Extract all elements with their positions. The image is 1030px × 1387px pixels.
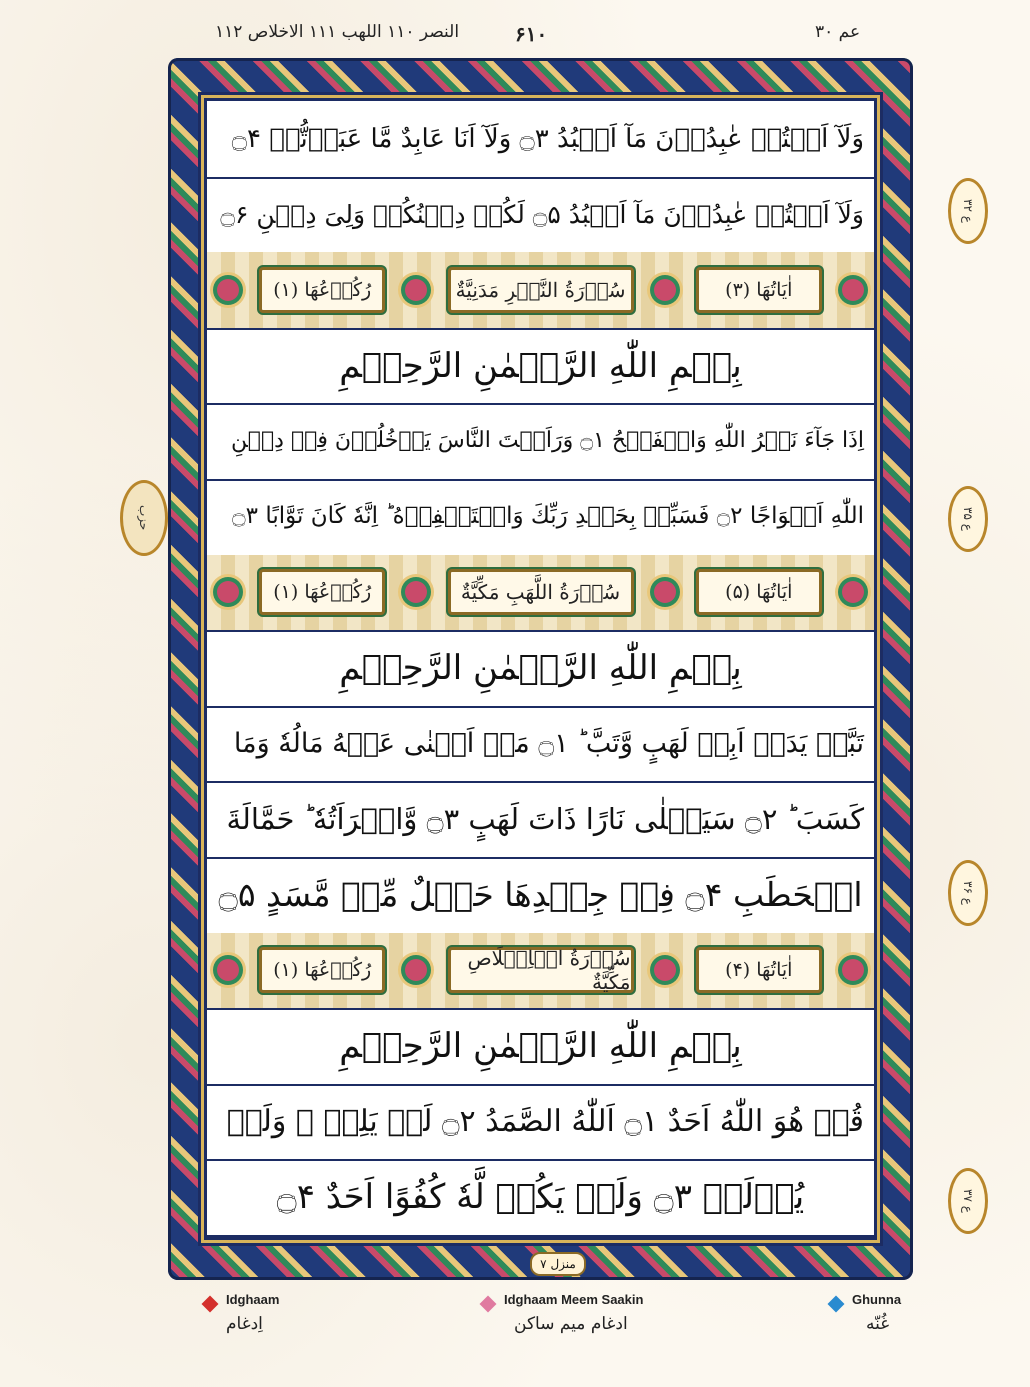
ayat-count: اٰيَاتُهَا (۳): [696, 267, 822, 313]
ruku-marker: ع ۳۷: [948, 1168, 988, 1234]
surah-header-band: [207, 933, 874, 1011]
centered-verse-line: [207, 1008, 874, 1086]
text-panel: [204, 98, 877, 1240]
verse-text: الۡحَطَبِ ۝۴ فِىۡ جِيۡدِهَا حَبۡلٌ مِّنۡ مَّسَدٍ ۝۵: [218, 875, 863, 915]
ruku-count: رُكُوۡعُهَا (۱): [259, 267, 385, 313]
legend-label-en: Idghaam Meem Saakin: [504, 1292, 644, 1307]
hizb-marker: حزب: [120, 480, 168, 556]
ornament-icon: [842, 959, 864, 981]
ornament-icon: [654, 581, 676, 603]
ornament-icon: [217, 959, 239, 981]
verse-line: [207, 101, 874, 179]
verse-text: بِسۡمِ اللّٰهِ الرَّحۡمٰنِ الرَّحِيۡمِ: [339, 345, 742, 386]
verse-line: [207, 479, 874, 557]
legend-label-en: Idghaam: [226, 1292, 280, 1307]
ruku-count: رُكُوۡعُهَا (۱): [259, 569, 385, 615]
ruku-marker: ع ۳۲: [948, 178, 988, 244]
ruku-count: رُكُوۡعُهَا (۱): [259, 947, 385, 993]
ornament-icon: [842, 581, 864, 603]
surah-index-header: النصر ۱۱۰ اللهب ۱۱۱ الاخلاص ۱۱۲: [215, 22, 460, 42]
ornamental-frame: [168, 58, 913, 1280]
ornament-icon: [842, 279, 864, 301]
verse-text: اِذَا جَآءَ نَصۡرُ اللّٰهِ وَالۡفَتۡحُ ۝۱ وَرَاَيۡتَ النَّاسَ يَدۡخُلُوۡنَ فِىۡ دِيۡنِ: [231, 428, 864, 454]
page-number: ۶۱۰: [515, 22, 548, 46]
verse-line: [207, 177, 874, 255]
centered-verse-line: [207, 857, 874, 935]
ayat-count: اٰيَاتُهَا (۵): [696, 569, 822, 615]
ruku-marker: ع ۳۶: [948, 860, 988, 926]
verse-line: [207, 706, 874, 784]
surah-title: سُوۡرَةُ النَّصۡرِ مَدَنِيَّةٌ: [448, 267, 634, 313]
centered-verse-line: [207, 328, 874, 406]
verse-line: [207, 1084, 874, 1162]
ornament-icon: [405, 581, 427, 603]
verse-text: وَلَآ اَنۡتُمۡ عٰبِدُوۡنَ مَآ اَعۡبُدُ ۝۳ وَلَآ اَنَا عَابِدٌ مَّا عَبَدۡتُّمۡ ۝۴: [231, 123, 864, 154]
ayat-count: اٰيَاتُهَا (۴): [696, 947, 822, 993]
ruku-marker: ع ۳۵: [948, 486, 988, 552]
verse-line: [207, 403, 874, 481]
ornament-icon: [405, 279, 427, 301]
legend-label-ar: ادغام میم ساکن: [514, 1314, 628, 1334]
verse-text: يُوۡلَدۡ ۝۳ وَلَمۡ يَكُنۡ لَّهٗ كُفُوًا اَحَدٌ ۝۴: [276, 1177, 805, 1218]
verse-text: وَلَآ اَنۡتُمۡ عٰبِدُوۡنَ مَآ اَعۡبُدُ ۝۵ لَكُمۡ دِيۡنُكُمۡ وَلِىَ دِيۡنِ ۝۶: [220, 199, 864, 229]
verse-text: بِسۡمِ اللّٰهِ الرَّحۡمٰنِ الرَّحِيۡمِ: [339, 1025, 742, 1066]
surah-title: سُوۡرَةُ الۡاِخۡلَاصِ مَكِّيَّةٌ: [448, 947, 634, 993]
ornament-icon: [217, 279, 239, 301]
verse-text: اللّٰهِ اَفۡوَاجًا ۝۲ فَسَبِّحۡ بِحَمۡدِ رَبِّكَ وَاسۡتَغۡفِرۡهُ ؕ اِنَّهٗ كَانَ تَوَّابًا ۝۳: [232, 503, 864, 530]
legend-label-en: Ghunna: [852, 1292, 902, 1307]
verse-text: تَبَّتۡ يَدَاۤ اَبِىۡ لَهَبٍ وَّتَبَّ ؕ ۝۱ مَاۤ اَغۡنٰى عَنۡهُ مَالُهٗ وَمَا: [233, 728, 864, 760]
text-lines: [207, 101, 874, 1237]
juz-header: عم ۳۰: [815, 22, 861, 42]
ornament-icon: [405, 959, 427, 981]
surah-title: سُوۡرَةُ اللَّهَبِ مَكِّيَّةٌ: [448, 569, 634, 615]
verse-text: بِسۡمِ اللّٰهِ الرَّحۡمٰنِ الرَّحِيۡمِ: [339, 647, 742, 688]
ornament-icon: [654, 959, 676, 981]
legend-label-ar: غُنّه: [866, 1314, 890, 1334]
manzil-tag: منزل ۷: [530, 1252, 586, 1276]
ornament-icon: [217, 581, 239, 603]
surah-header-band: [207, 252, 874, 330]
surah-header-band: [207, 555, 874, 633]
legend-label-ar: اِدغام: [226, 1314, 263, 1334]
ornament-icon: [654, 279, 676, 301]
verse-line: [207, 781, 874, 859]
centered-verse-line: [207, 1159, 874, 1237]
centered-verse-line: [207, 630, 874, 708]
verse-text: كَسَبَ ؕ ۝۲ سَيَصۡلٰى نَارًا ذَاتَ لَهَبٍ ۝۳ وَّامۡرَاَتُهٗ ؕ حَمَّالَةَ: [226, 801, 864, 836]
verse-text: قُلۡ هُوَ اللّٰهُ اَحَدٌ ۝۱ اَللّٰهُ الصَّمَدُ ۝۲ لَمۡ يَلِدۡ ۙ وَلَمۡ: [226, 1103, 864, 1139]
